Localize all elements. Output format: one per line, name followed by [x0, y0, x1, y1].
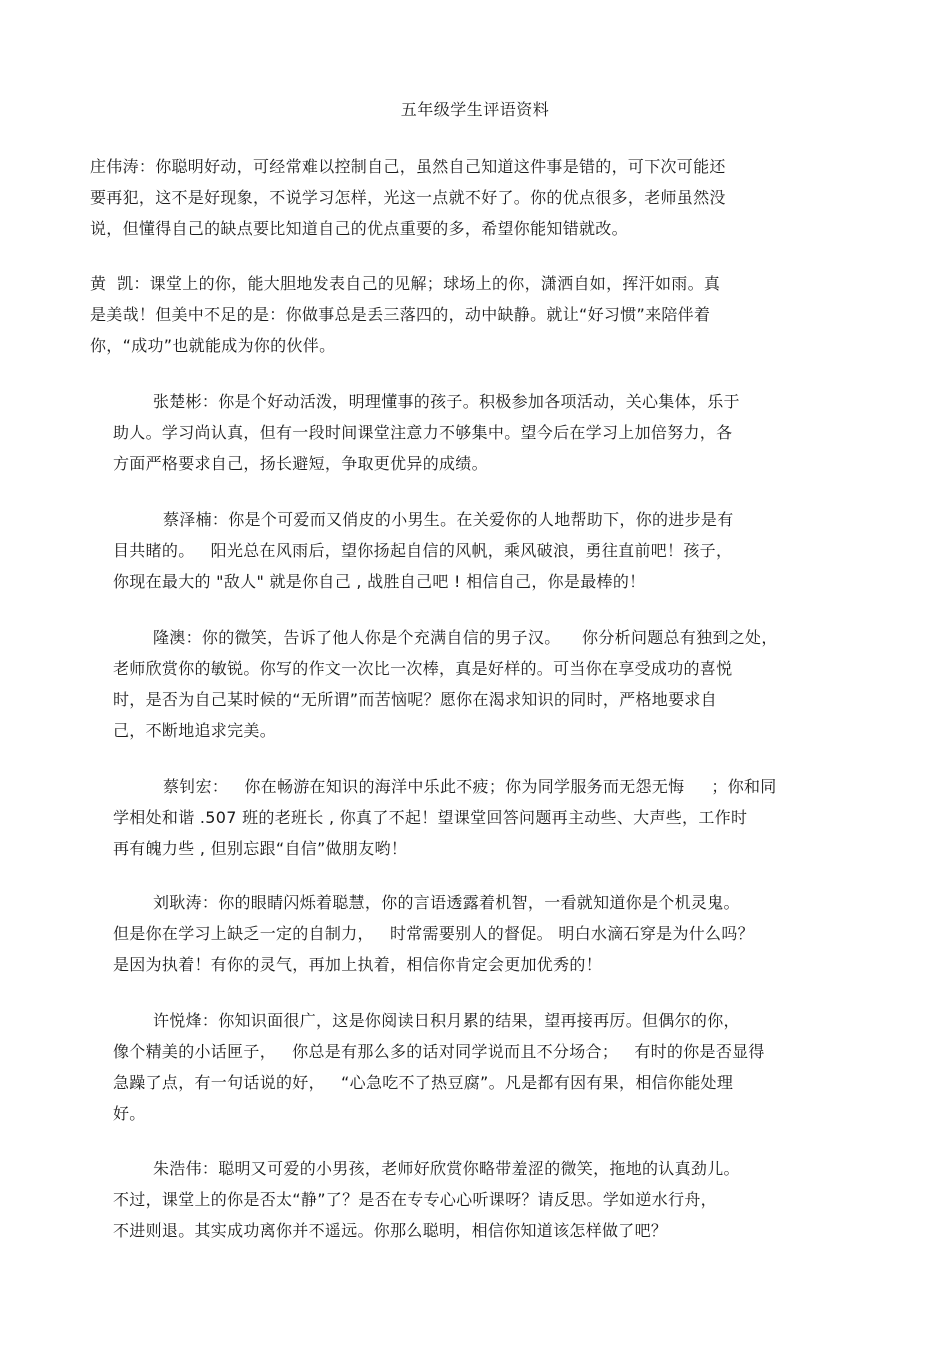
- comment-line: 不进则退。其实成功离你并不遥远。你那么聪明，相信你知道该怎样做了吧？: [113, 1221, 668, 1240]
- comment-line: 许悦烽：你知识面很广，这是你阅读日积月累的结果，望再接再厉。但偶尔的你，: [153, 1011, 740, 1030]
- comment-line: 要再犯，这不是好现象，不说学习怎样，光这一点就不好了。你的优点很多，老师虽然没: [90, 188, 726, 207]
- comment-line: 不过，课堂上的你是否太“静”了？是否在专专心心听课呀？请反思。学如逆水行舟，: [113, 1190, 717, 1209]
- comment-line: 隆澳：你的微笑，告诉了他人你是个充满自信的男子汉。 你分析问题总有独到之处，: [153, 628, 778, 647]
- document-title: 五年级学生评语资料: [400, 100, 550, 119]
- comment-line: 你现在最大的 "敌人" 就是你自己 , 战胜自己吧 ! 相信自己，你是最棒的！: [113, 572, 646, 591]
- comment-line: 目共睹的。 阳光总在风雨后，望你扬起自信的风帆，乘风破浪，勇往直前吧！孩子，: [113, 541, 733, 560]
- comment-line: 己，不断地追求完美。: [113, 721, 277, 740]
- comment-line: 蔡钊宏： 你在畅游在知识的海洋中乐此不疲；你为同学服务而无怨无悔 ；你和同: [163, 777, 777, 796]
- comment-line: 再有魄力些 , 但别忘跟“自信”做朋友哟！: [113, 839, 408, 858]
- comment-line: 但是你在学习上缺乏一定的自制力， 时常需要别人的督促。 明白水滴石穿是为什么吗？: [113, 924, 754, 943]
- comment-line: 朱浩伟：聪明又可爱的小男孩，老师好欣赏你略带羞涩的微笑，拖地的认真劲儿。: [153, 1159, 740, 1178]
- comment-line: 黄 凯：课堂上的你，能大胆地发表自己的见解；球场上的你，潇洒自如，挥汗如雨。真: [90, 274, 721, 293]
- comment-line: 老师欣赏你的敏锐。你写的作文一次比一次棒，真是好样的。可当你在享受成功的喜悦: [113, 659, 733, 678]
- comment-line: 时，是否为自己某时候的“无所谓”而苦恼呢？愿你在渴求知识的同时，严格地要求自: [113, 690, 717, 709]
- comment-line: 庄伟涛：你聪明好动，可经常难以控制自己，虽然自己知道这件事是错的，可下次可能还: [90, 157, 726, 176]
- comment-line: 是因为执着！有你的灵气，再加上执着，相信你肯定会更加优秀的！: [113, 955, 603, 974]
- comment-line: 你，“成功”也就能成为你的伙伴。: [90, 336, 336, 355]
- comment-line: 学相处和谐 .507 班的老班长 , 你真了不起！望课堂回答问题再主动些、大声些，工作时: [113, 808, 748, 827]
- comment-line: 是美哉！但美中不足的是：你做事总是丢三落四的，动中缺静。就让“好习惯”来陪伴着: [90, 305, 711, 324]
- comment-line: 方面严格要求自己，扬长避短，争取更优异的成绩。: [113, 454, 488, 473]
- comment-line: 说，但懂得自己的缺点要比知道自己的优点重要的多，希望你能知错就改。: [90, 219, 628, 238]
- comment-line: 张楚彬：你是个好动活泼，明理懂事的孩子。积极参加各项活动，关心集体，乐于: [153, 392, 740, 411]
- comment-line: 助人。学习尚认真，但有一段时间课堂注意力不够集中。望今后在学习上加倍努力，各: [113, 423, 733, 442]
- comment-line: 刘耿涛：你的眼睛闪烁着聪慧，你的言语透露着机智，一看就知道你是个机灵鬼。: [153, 893, 740, 912]
- comment-line: 蔡泽楠：你是个可爱而又俏皮的小男生。在关爱你的人地帮助下，你的进步是有: [163, 510, 734, 529]
- comment-line: 急躁了点，有一句话说的好， “心急吃不了热豆腐”。凡是都有因有果，相信你能处理: [113, 1073, 734, 1092]
- comment-line: 像个精美的小话匣子， 你总是有那么多的话对同学说而且不分场合； 有时的你是否显得: [113, 1042, 765, 1061]
- comment-line: 好。: [113, 1104, 146, 1123]
